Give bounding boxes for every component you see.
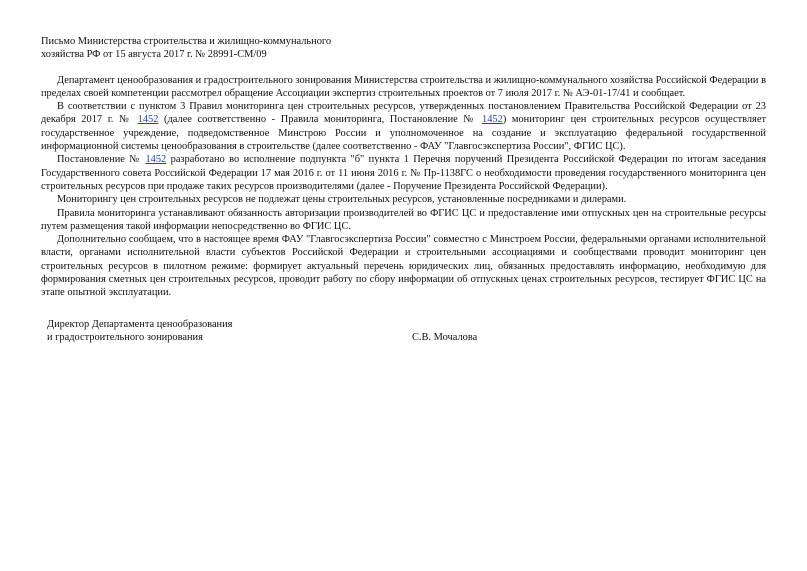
paragraph-4: Мониторингу цен строительных ресурсов не подлежат цены строительных ресурсов, установленные посредниками и дилерами. xyxy=(57,194,627,206)
paragraph-2-text-c: ) мониторинг цен строительных ресурсов осуществляет государственное учреждение, подведомственное Минстрою России и уполномоченное на создание и эксплуатацию федеральной государственной информационной системы ценообразования в строительстве (далее соответственно - ФАУ "Главгосэкспертиза России", ФГИС ЦС). xyxy=(41,114,766,153)
signatory-position xyxy=(47,318,232,345)
paragraph-3-text-b: разработано во исполнение подпункта "б" пункта 1 Перечня поручений Президента Российской Федерации по итогам заседания Государственного совета Российской Федерации 17 мая 2016 г. от 11 июня 2016 г. № Пр-1138ГС о необходимости проведения государственного мониторинга цен строительных ресурсов при продаже таких ресурсов производителями (далее - Поручение Президента Российской Федерации). xyxy=(41,154,766,192)
paragraph-1: Департамент ценообразования и градостроительного зонирования Министерства строительства и жилищно-коммунального хозяйства Российской Федерации в пределах своей компетенции рассмотрел обращение Ассоциации экспертиз строительных проектов от 7 июля 2017 г. № АЭ-01-17/41 и сообщает. xyxy=(41,74,766,99)
document-page xyxy=(41,35,766,348)
signature-block xyxy=(41,318,766,348)
paragraph-2 xyxy=(41,100,766,153)
document-title xyxy=(41,35,766,62)
paragraph-3 xyxy=(41,153,766,193)
paragraph-3-text-a: Постановление № xyxy=(57,154,146,166)
decree-1452-link[interactable]: 1452 xyxy=(482,114,503,126)
decree-1452-link[interactable]: 1452 xyxy=(145,154,167,166)
paragraph-6: Дополнительно сообщаем, что в настоящее время ФАУ "Главгосэкспертиза России" совместно с Минстроем России, федеральными органами исполнительной власти, органами исполнительной власти субъектов Российской Федерации и строительными ассоциациями и сообществами проводит мониторинг цен строительных ресурсов в пилотном режиме: формирует актуальный перечень юридических лиц, обязанных предоставлять информацию, необходимую для формирования сметных цен строительных ресурсов, проводит работу по сбору информации об отпускных ценах строительных ресурсов, тестирует ФГИС ЦС на этапе опытной эксплуатации. xyxy=(41,234,766,299)
paragraph-2-text-a: В соответствии с пунктом 3 Правил мониторинга цен строительных ресурсов, утвержденных постановлением Правительства Российской Федерации от 23 декабря 2017 г. № xyxy=(41,101,766,126)
signatory-position-line-2: и градостроительного зонирования xyxy=(47,331,203,343)
title-line-2: хозяйства РФ от 15 августа 2017 г. № 28991-СМ/09 xyxy=(41,49,267,61)
signatory-name: С.В. Мочалова xyxy=(412,331,478,343)
title-line-1: Письмо Министерства строительства и жилищно-коммунального xyxy=(41,36,332,47)
signatory-position-line-1: Директор Департамента ценообразования xyxy=(47,318,233,330)
decree-1452-link[interactable]: 1452 xyxy=(137,114,159,126)
paragraph-5: Правила мониторинга устанавливают обязанность авторизации производителей во ФГИС ЦС и предоставление ими отпускных цен на строительные ресурсы путем размещения такой информации непосредственно во ФГИС ЦС. xyxy=(41,207,766,232)
paragraph-2-text-b: (далее соответственно - Правила мониторинга, Постановление № xyxy=(158,114,483,126)
